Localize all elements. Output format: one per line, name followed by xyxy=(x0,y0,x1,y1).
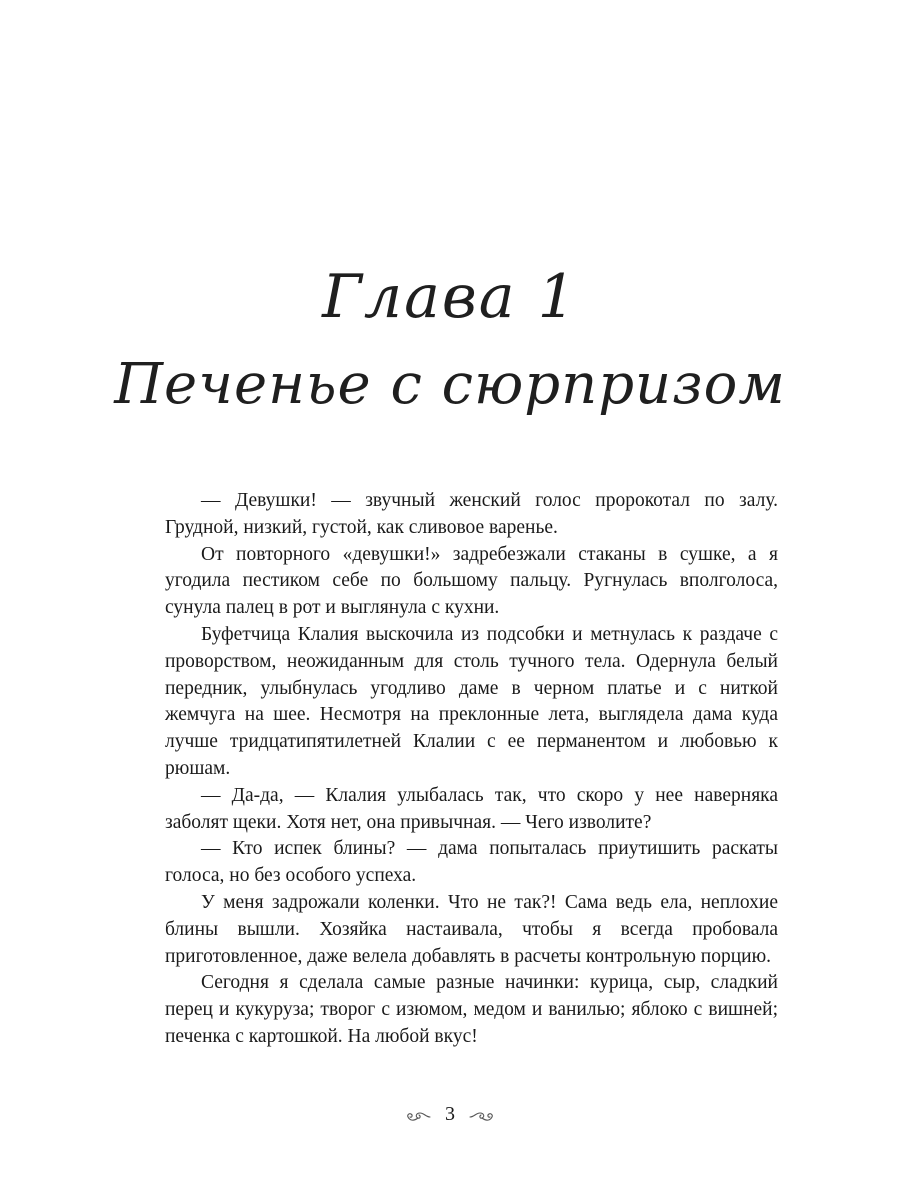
paragraph: От повторного «девушки!» задребезжали стаканы в сушке, а я угодила пестиком себе по большому пальцу. Ругнулась вполголоса, сунула палец в рот и выглянула с кухни. xyxy=(165,543,778,619)
paragraph: Сегодня я сделала самые разные начинки: курица, сыр, сладкий перец и кукуруза; творог с изюмом, медом и ванилью; яблоко с вишней; печенка с картошкой. На любой вкус! xyxy=(165,972,778,1047)
page-footer xyxy=(0,1100,900,1127)
paragraph: У меня задрожали коленки. Что не так?! Сама ведь ела, неплохие блины вышли. Хозяйка настаивала, чтобы я всегда пробовала приготовленное, даже велела добавлять в расчеты контрольную порцию. xyxy=(165,891,778,967)
swirl-ornament-icon xyxy=(406,1105,432,1119)
paragraph: — Девушки! — звучный женский голос пророкотал по залу. Грудной, низкий, густой, как сливовое варенье. xyxy=(165,490,778,538)
swirl-ornament-icon xyxy=(468,1105,494,1119)
chapter-body xyxy=(165,488,778,1051)
page-number: 3 xyxy=(445,1103,455,1126)
paragraph: — Да-да, — Клалия улыбалась так, что скоро у нее наверняка заболят щеки. Хотя нет, она привычная. — Чего изволите? xyxy=(165,784,778,833)
paragraph: Буфетчица Клалия выскочила из подсобки и метнулась к раздаче с проворством, неожиданным для столь тучного тела. Одернула белый передник, улыбнулась угодливо даме в черном платье и с ниткой жемчуга на шее. Несмотря на преклонные лета, выглядела дама куда лучше тридцатипятилетней Клалии с ее перманентом и любовью к рюшам. xyxy=(165,623,778,779)
paragraph: — Кто испек блины? — дама попыталась приутишить раскаты голоса, но без особого успеха. xyxy=(165,838,778,887)
chapter-number: Глава 1 xyxy=(322,262,578,332)
chapter-title: Печенье с сюрпризом xyxy=(114,352,786,417)
